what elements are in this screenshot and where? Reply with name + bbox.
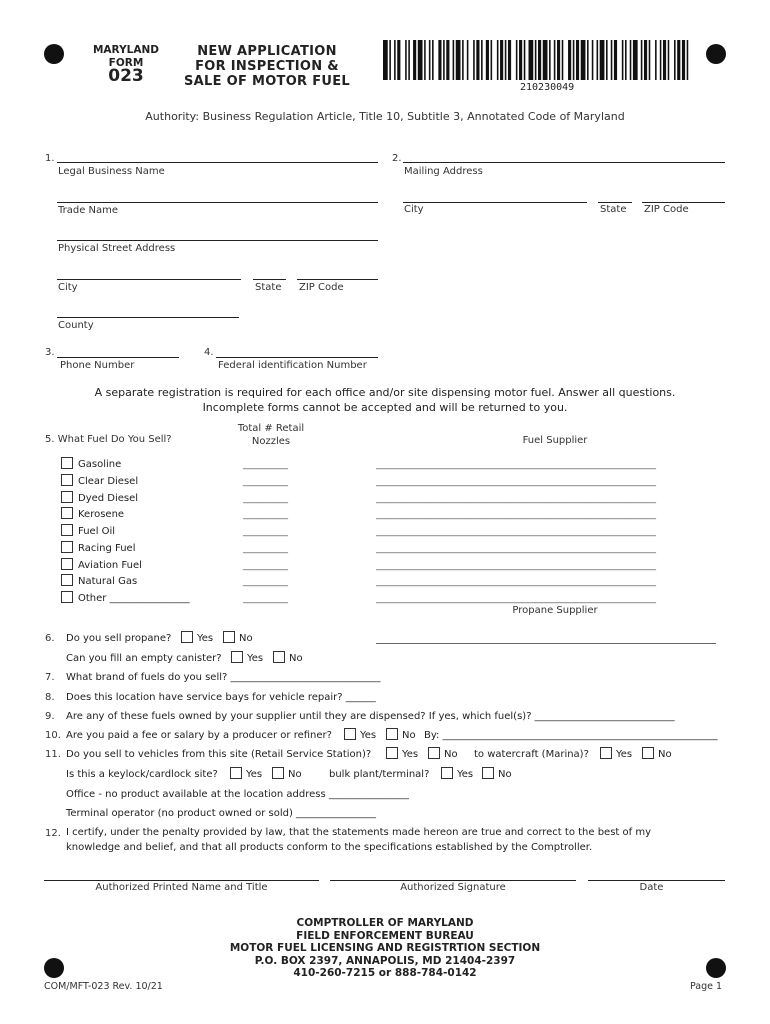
title-line-1: NEW APPLICATION [197,44,337,59]
footer-address [0,917,770,980]
item-1-number: 1. [45,153,55,164]
nozzles-header-line-1: Total # Retail [237,423,305,434]
nozzles-header [230,422,312,448]
watercraft-yes-checkbox[interactable] [600,747,612,759]
fuel-checkbox-aviation-fuel[interactable] [61,558,73,570]
nozzle-count-field[interactable]: _________ [243,576,288,587]
fuel-supplier-header: Fuel Supplier [522,435,588,446]
physical-city-label: City [58,282,78,293]
q6-yes-checkbox[interactable] [181,631,193,643]
q11-yes-checkbox[interactable] [386,747,398,759]
q11-watercraft-text: to watercraft (Marina)? [474,749,589,760]
q11-number: 11. [45,749,61,760]
mailing-state-field[interactable] [598,202,632,203]
keylock-no-label: No [288,769,302,780]
bulk-no-checkbox[interactable] [482,767,494,779]
footer-line-3: MOTOR FUEL LICENSING AND REGISTRTION SECTION [229,942,541,954]
phone-number-field[interactable] [57,357,179,358]
trade-name-label: Trade Name [58,205,119,216]
fuel-checkbox-clear-diesel[interactable] [61,474,73,486]
mailing-zip-field[interactable] [642,202,725,203]
q6-text: Do you sell propane? [66,633,172,644]
date-label: Date [639,882,664,893]
nozzle-count-field[interactable]: _________ [243,543,288,554]
canister-no-checkbox[interactable] [273,651,285,663]
fuel-label-fuel-oil: Fuel Oil [78,526,116,537]
legal-business-name-field[interactable] [57,162,378,163]
q6-no-checkbox[interactable] [223,631,235,643]
keylock-yes-checkbox[interactable] [230,767,242,779]
federal-id-label: Federal identification Number [218,360,367,371]
fuel-label-kerosene: Kerosene [78,509,125,520]
q10-text: Are you paid a fee or salary by a producer or refiner? [66,730,332,741]
signature-field[interactable] [330,880,576,881]
q10-yes-label: Yes [360,730,377,741]
nozzle-count-field[interactable]: _________ [243,459,288,470]
footer-line-1: COMPTROLLER OF MARYLAND [296,917,474,929]
q11-terminal-text: Terminal operator (no product owned or sold) ________________ [66,808,377,819]
q6-number: 6. [45,633,55,644]
nozzle-count-field[interactable]: _________ [243,593,288,604]
keylock-yes-label: Yes [246,769,263,780]
q10-yes-checkbox[interactable] [344,728,356,740]
q7-text: What brand of fuels do you sell? ______________________________ [66,672,381,683]
footer-line-4: P.O. BOX 2397, ANNAPOLIS, MD 21404-2397 [254,954,516,967]
barcode [383,40,693,82]
bulk-yes-checkbox[interactable] [441,767,453,779]
canister-yes-label: Yes [247,653,264,664]
q11-text: Do you sell to vehicles from this site (Retail Service Station)? [66,749,372,760]
fuel-checkbox-racing-fuel[interactable] [61,541,73,553]
propane-supplier-label: Propane Supplier [512,605,598,616]
fuel-checkbox-dyed-diesel[interactable] [61,491,73,503]
q11-no-checkbox[interactable] [428,747,440,759]
mailing-city-label: City [404,204,424,215]
q11-yes-label: Yes [402,749,419,760]
fuel-supplier-field[interactable]: ________________________________________________________ [376,526,656,537]
watercraft-no-label: No [658,749,672,760]
fuel-label-racing-fuel: Racing Fuel [78,543,136,554]
legal-business-name-label: Legal Business Name [58,166,165,177]
q6-no-label: No [239,633,253,644]
signature-label: Authorized Signature [400,882,506,893]
nozzle-count-field[interactable]: _________ [243,476,288,487]
county-field[interactable] [57,317,239,318]
title-line-2: FOR INSPECTION & [195,59,339,74]
mailing-zip-label: ZIP Code [644,204,689,215]
fuel-label-clear-diesel: Clear Diesel [78,476,139,487]
nozzle-count-field[interactable]: _________ [243,526,288,537]
q8-number: 8. [45,692,55,703]
county-label: County [58,320,94,331]
federal-id-field[interactable] [216,357,378,358]
q10-by: By: _______________________________________________________ [424,730,718,741]
printed-name-field[interactable] [44,880,319,881]
fuel-supplier-field[interactable]: ________________________________________________________ [376,560,656,571]
item-2-number: 2. [392,153,402,164]
propane-supplier-field[interactable] [376,643,716,644]
nozzle-count-field[interactable]: _________ [243,493,288,504]
q9-text: Are any of these fuels owned by your supplier until they are dispensed? If yes, which fuel(s)? ____________________________ [66,711,675,722]
form-state: MARYLAND [92,44,159,56]
mailing-address-label: Mailing Address [404,166,483,177]
form-id: COM/MFT-023 Rev. 10/21 [44,981,163,992]
phone-number-label: Phone Number [60,360,135,371]
mailing-state-label: State [600,204,627,215]
fuel-question: 5. What Fuel Do You Sell? [45,434,172,445]
mailing-city-field[interactable] [403,202,587,203]
physical-address-label: Physical Street Address [58,243,176,254]
form-title [172,44,362,89]
physical-city-field[interactable] [57,279,241,280]
form-label [86,44,166,86]
physical-address-field[interactable] [57,240,378,241]
fuel-checkbox-other[interactable] [61,591,73,603]
registration-mark-top-left [44,44,64,64]
bulk-no-label: No [498,769,512,780]
q10-number: 10. [45,730,61,741]
nozzle-count-field[interactable]: _________ [243,509,288,520]
canister-yes-checkbox[interactable] [231,651,243,663]
footer-line-5: 410-260-7215 or 888-784-0142 [293,967,477,979]
fuel-checkbox-natural-gas[interactable] [61,574,73,586]
footer-line-2: FIELD ENFORCEMENT BUREAU [296,929,474,942]
item-3-number: 3. [45,347,55,358]
q11-bulk-text: bulk plant/terminal? [329,769,430,780]
mailing-address-field[interactable] [403,162,725,163]
fuel-supplier-field[interactable]: ________________________________________________________ [376,493,656,504]
watercraft-no-checkbox[interactable] [642,747,654,759]
watercraft-yes-label: Yes [616,749,633,760]
q9-number: 9. [45,711,55,722]
fuel-supplier-field[interactable]: ________________________________________________________ [376,509,656,520]
fuel-supplier-field[interactable]: ________________________________________________________ [376,476,656,487]
fuel-checkbox-gasoline[interactable] [61,457,73,469]
nozzle-count-field[interactable]: _________ [243,560,288,571]
fuel-supplier-field[interactable]: ________________________________________________________ [376,593,656,604]
fuel-supplier-field[interactable]: ________________________________________________________ [376,459,656,470]
authority-line: Authority: Business Regulation Article, Title 10, Subtitle 3, Annotated Code of Maryland [145,110,625,123]
barcode-number: 210230049 [520,82,575,93]
q10-no-label: No [402,730,416,741]
physical-state-label: State [255,282,282,293]
fuel-supplier-field[interactable]: ________________________________________________________ [376,543,656,554]
physical-zip-label: ZIP Code [299,282,344,293]
title-line-3: SALE OF MOTOR FUEL [183,74,350,89]
form-number: 023 [108,66,144,86]
keylock-no-checkbox[interactable] [272,767,284,779]
canister-no-label: No [289,653,303,664]
q6-yes-label: Yes [197,633,214,644]
bulk-yes-label: Yes [457,769,474,780]
printed-name-label: Authorized Printed Name and Title [95,882,268,893]
fuel-label-aviation-fuel: Aviation Fuel [78,560,142,571]
physical-state-field[interactable] [253,279,286,280]
fuel-checkbox-kerosene[interactable] [61,507,73,519]
item-4-number: 4. [204,347,214,358]
q11-office-text: Office - no product available at the location address ________________ [66,789,409,800]
q11-keylock-text: Is this a keylock/cardlock site? [66,769,218,780]
q6-canister-text: Can you fill an empty canister? [66,653,222,664]
page-number: Page 1 [690,981,723,992]
fuel-checkbox-fuel-oil[interactable] [61,524,73,536]
q12-line-2: knowledge and belief, and that all products conform to the specifications established by the Comptroller. [66,842,593,853]
fuel-label-gasoline: Gasoline [78,459,122,470]
q12-number: 12. [45,828,61,839]
fuel-label-other: Other ________________ [78,593,190,604]
q7-number: 7. [45,672,55,683]
notice-line-1: A separate registration is required for each office and/or site dispensing motor fuel. Answer all questions. [94,386,676,399]
q10-no-checkbox[interactable] [386,728,398,740]
q8-text: Does this location have service bays for vehicle repair? ______ [66,692,376,703]
fuel-label-dyed-diesel: Dyed Diesel [78,493,139,504]
physical-zip-field[interactable] [297,279,378,280]
fuel-supplier-field[interactable]: ________________________________________________________ [376,576,656,587]
nozzles-header-line-2: Nozzles [251,436,291,447]
trade-name-field[interactable] [57,202,378,203]
notice-line-2: Incomplete forms cannot be accepted and will be returned to you. [202,401,568,414]
registration-mark-top-right [706,44,726,64]
form-word: FORM [108,57,144,69]
q11-no-label: No [444,749,458,760]
date-field[interactable] [588,880,725,881]
q12-line-1: I certify, under the penalty provided by law, that the statements made hereon are true and correct to the best of my [66,827,651,838]
fuel-label-natural-gas: Natural Gas [78,576,138,587]
